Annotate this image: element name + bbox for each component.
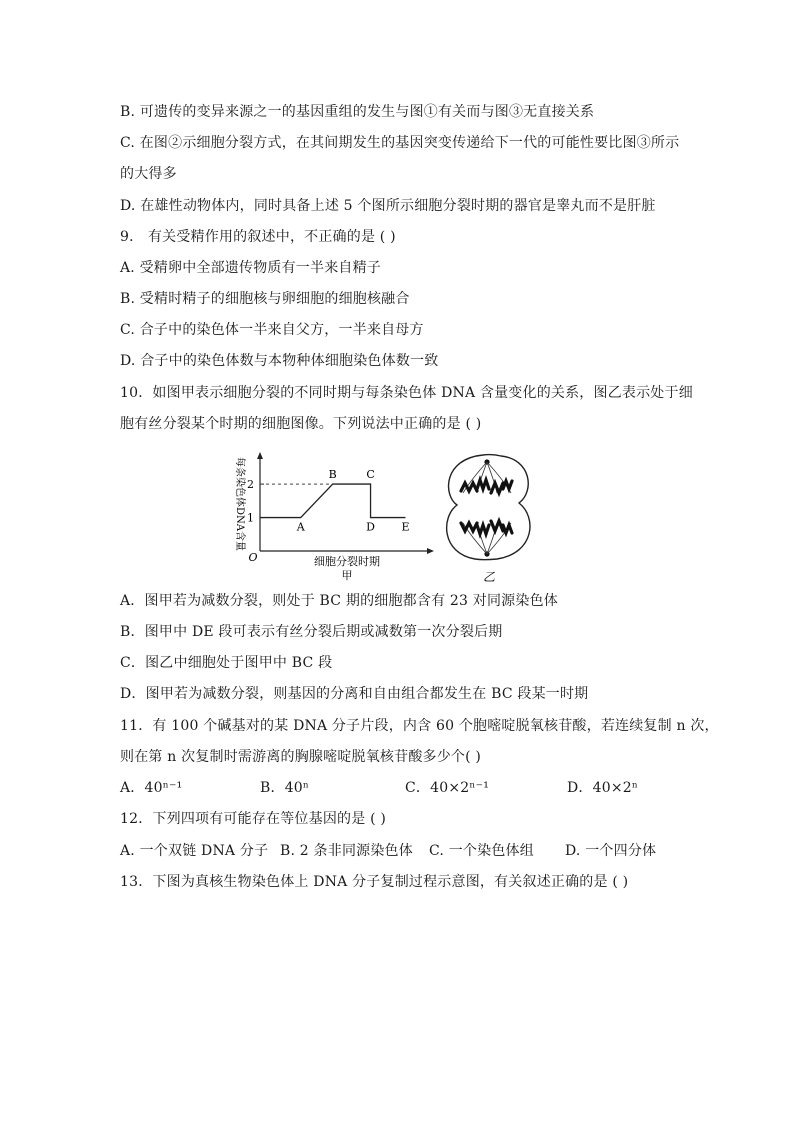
chromosomes-top (461, 480, 512, 493)
figure-yi-cell (447, 455, 530, 584)
y-axis-label: 每条染色体DNA含量 (234, 457, 245, 551)
q10-option-d: D．图甲若为减数分裂，则基因的分离和自由组合都发生在 BC 段某一时期 (120, 686, 589, 702)
x-axis-label: 细胞分裂时期 (314, 555, 380, 568)
text-line: D. 在雄性动物体内，同时具备上述 5 个图所示细胞分裂时期的器官是睾丸而不是肝脏 (120, 198, 656, 214)
point-label-e: E (401, 520, 410, 534)
point-labels (296, 468, 410, 533)
q9-option-c: C. 合子中的染色体一半来自父方，一半来自母方 (120, 322, 424, 338)
series-line (260, 484, 405, 517)
q11-options (120, 779, 680, 797)
question-11-stem-cont: 则在第 n 次复制时需游离的胸腺嘧啶脱氧核苷酸多少个( ) (120, 749, 482, 765)
question-11-stem: 11．有 100 个碱基对的某 DNA 分子片段，内含 60 个胞嘧啶脱氧核苷酸，若连续复制 n 次， (120, 718, 719, 734)
point-label-b: B (328, 468, 337, 482)
q10-option-c: C．图乙中细胞处于图甲中 BC 段 (120, 655, 333, 671)
q9-option-d: D. 合子中的染色体数与本物种体细胞染色体数一致 (120, 353, 439, 369)
cell-membrane (447, 455, 530, 560)
q9-option-b: B. 受精时精子的细胞核与卵细胞的细胞核融合 (120, 291, 410, 307)
question-12-stem: 12．下列四项有可能存在等位基因的是 ( ) (120, 811, 387, 827)
text-line: 的大得多 (120, 166, 177, 182)
q11-option-d: D．40×2ⁿ (567, 780, 639, 796)
q11-option-b: B．40ⁿ (260, 780, 310, 796)
q12-option-c: C. 一个染色体组 (429, 843, 534, 859)
origin-label: O (248, 551, 258, 564)
question-9-stem: 9． 有关受精作用的叙述中，不正确的是 ( ) (120, 229, 396, 245)
question-10-figures (225, 446, 565, 586)
question-10-stem-cont: 胞有丝分裂某个时期的细胞图像。下列说法中正确的是 ( ) (120, 416, 482, 432)
q12-option-b: B. 2 条非同源染色体 (280, 843, 413, 859)
q10-option-a: A．图甲若为减数分裂，则处于 BC 期的细胞都含有 23 对同源染色体 (120, 593, 558, 609)
y-tick-label: 1 (247, 511, 254, 525)
chart-caption-jia: 甲 (341, 569, 353, 582)
q12-option-d: D. 一个四分体 (565, 843, 657, 859)
x-axis-arrow (427, 548, 434, 554)
q11-option-a: A．40ⁿ⁻¹ (120, 780, 183, 796)
q12-option-a: A. 一个双链 DNA 分子 (120, 843, 269, 859)
point-label-a: A (296, 520, 305, 534)
question-13-stem: 13．下图为真核生物染色体上 DNA 分子复制过程示意图，有关叙述正确的是 ( ) (120, 874, 629, 890)
point-label-c: C (366, 468, 375, 482)
y-tick-label: 2 (247, 478, 254, 492)
q9-option-a: A. 受精卵中全部遗传物质有一半来自精子 (120, 260, 382, 276)
y-axis-arrow (257, 452, 263, 459)
q11-option-c: C．40×2ⁿ⁻¹ (405, 780, 490, 796)
q12-options (120, 842, 680, 860)
figure-jia-chart (225, 446, 565, 586)
point-label-d: D (366, 520, 375, 534)
text-line: B. 可遗传的变异来源之一的基因重组的发生与图①有关而与图③无直接关系 (120, 104, 595, 120)
question-10-stem: 10．如图甲表示细胞分裂的不同时期与每条染色体 DNA 含量变化的关系，图乙表示处于细 (120, 385, 693, 401)
spindle-fibers (463, 462, 511, 554)
q10-option-b: B．图甲中 DE 段可表示有丝分裂后期或减数第一次分裂后期 (120, 624, 503, 640)
figure-caption-yi: 乙 (482, 570, 496, 584)
chart-plot-area (234, 452, 434, 582)
text-line: C. 在图②示细胞分裂方式，在其间期发生的基因突变传递给下一代的可能性要比图③所示 (120, 135, 680, 151)
